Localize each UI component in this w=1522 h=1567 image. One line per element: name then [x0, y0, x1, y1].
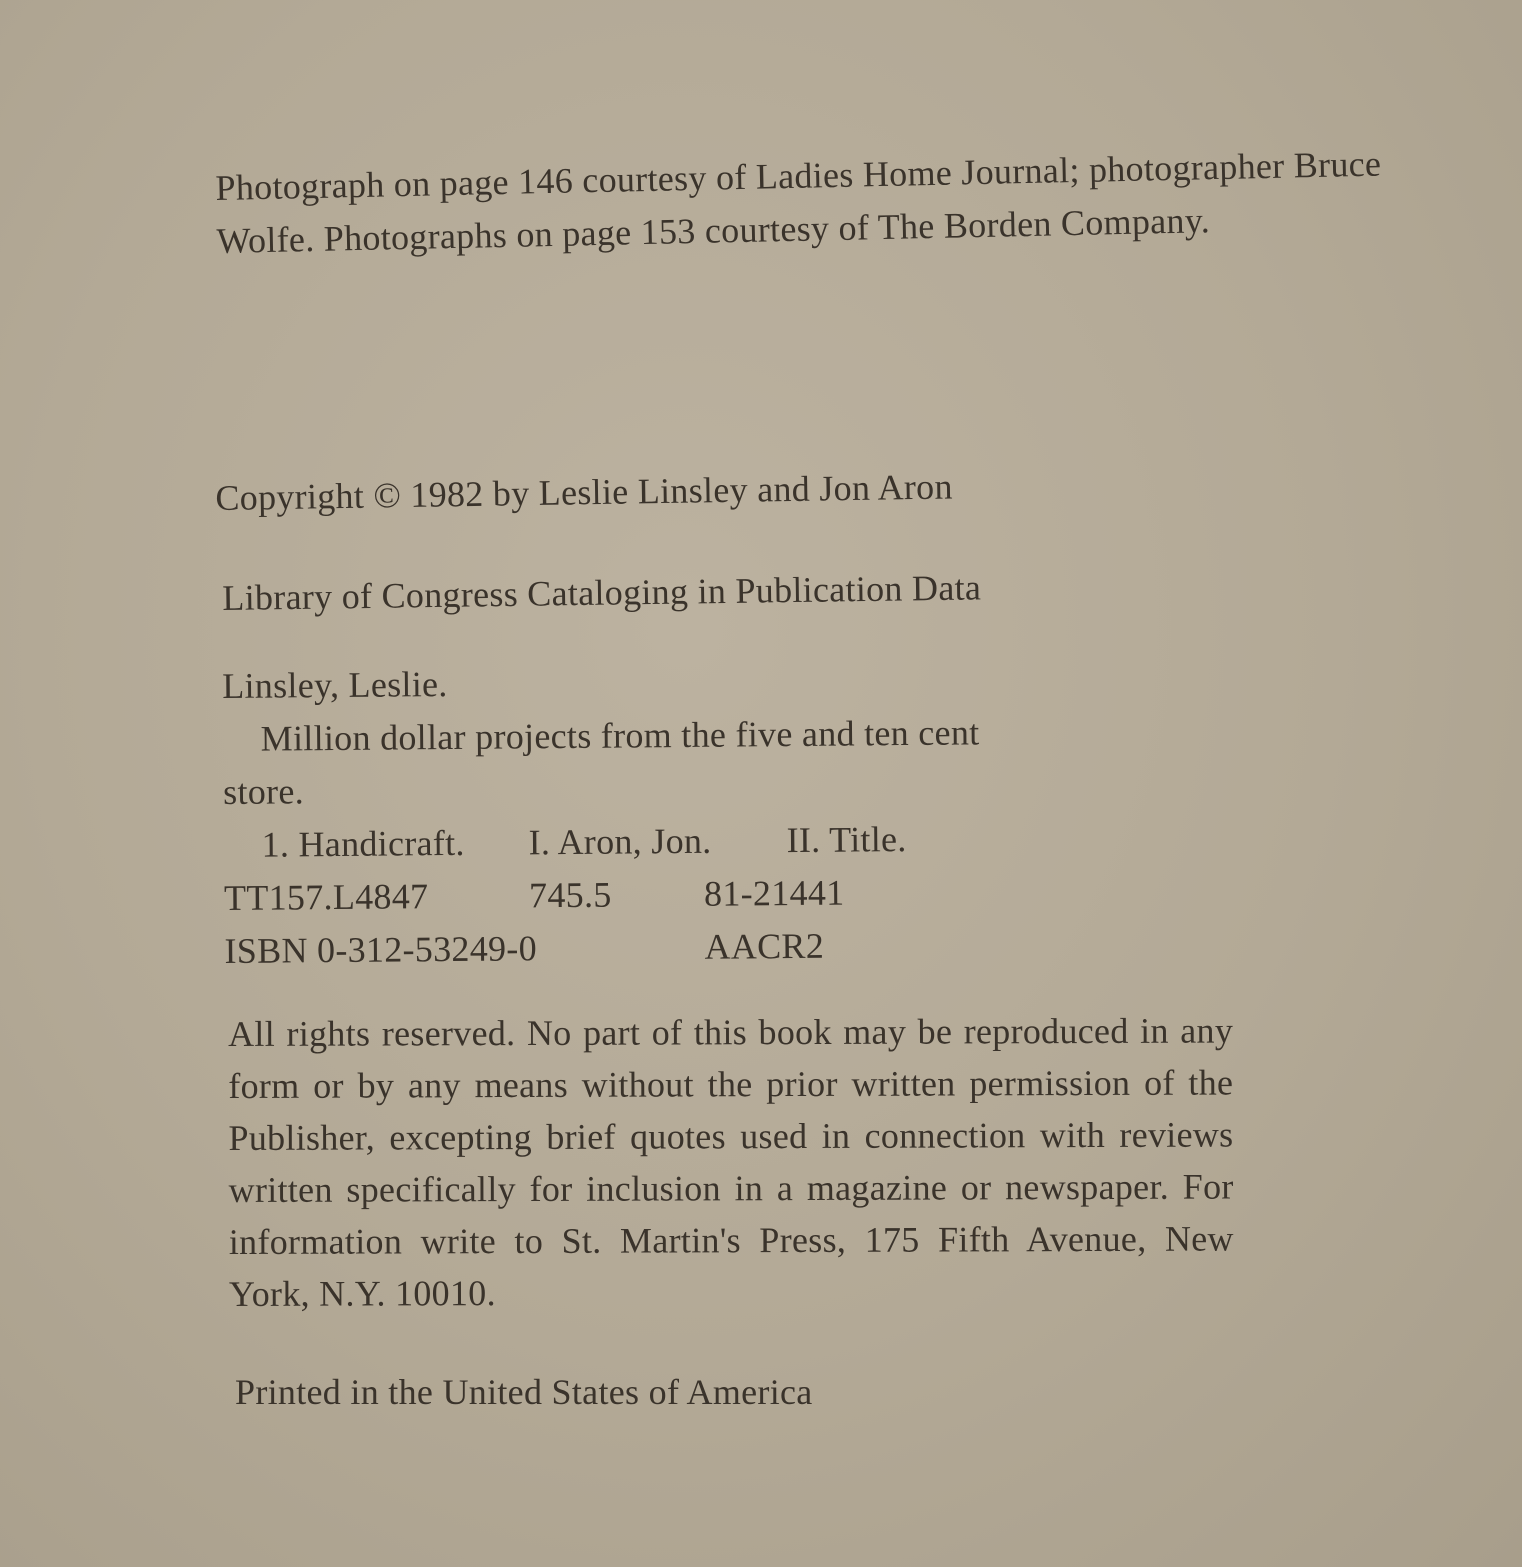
cip-record: [222, 652, 1125, 978]
cip-subject: 1. Handicraft.: [261, 822, 465, 865]
cip-title-line-2: store.: [222, 771, 305, 812]
cip-tracings: [223, 811, 1123, 872]
cip-rules: AACR2: [704, 925, 825, 967]
rights-statement: All rights reserved. No part of this book may be reproduced in any form or by any means without the prior written permission of the Publisher, excepting brief quotes used in connection with reviews written specifically for inclusion in a magazine or newspaper. For information write to St. Martin's Press, 175 Fifth Avenue, New York, N.Y. 10010.: [228, 1010, 1234, 1314]
cip-lccn: 81-21441: [703, 872, 845, 914]
cip-isbn-line: [224, 917, 1124, 978]
cip-lc-class: TT157.L4847: [223, 876, 429, 918]
cip-heading: Library of Congress Cataloging in Publication Data: [222, 567, 982, 618]
cip-author: Linsley, Leslie.: [222, 664, 448, 706]
cip-added-entry: I. Aron, Jon.: [528, 820, 712, 863]
cip-title-line-1: Million dollar projects from the five and ten cent: [260, 712, 980, 759]
cip-isbn: ISBN 0-312-53249-0: [224, 928, 538, 971]
photo-credits: Photograph on page 146 courtesy of Ladies Home Journal; photographer Bruce Wolfe. Photographs on page 153 courtesy of The Borden Company.: [215, 143, 1382, 261]
printed-in: Printed in the United States of America: [235, 1372, 813, 1412]
cip-title-entry: II. Title.: [786, 819, 907, 861]
cip-classification: [224, 864, 1124, 925]
copyright-notice: Copyright © 1982 by Leslie Linsley and Jon Aron: [215, 466, 954, 518]
cip-dewey: 745.5: [528, 874, 612, 916]
